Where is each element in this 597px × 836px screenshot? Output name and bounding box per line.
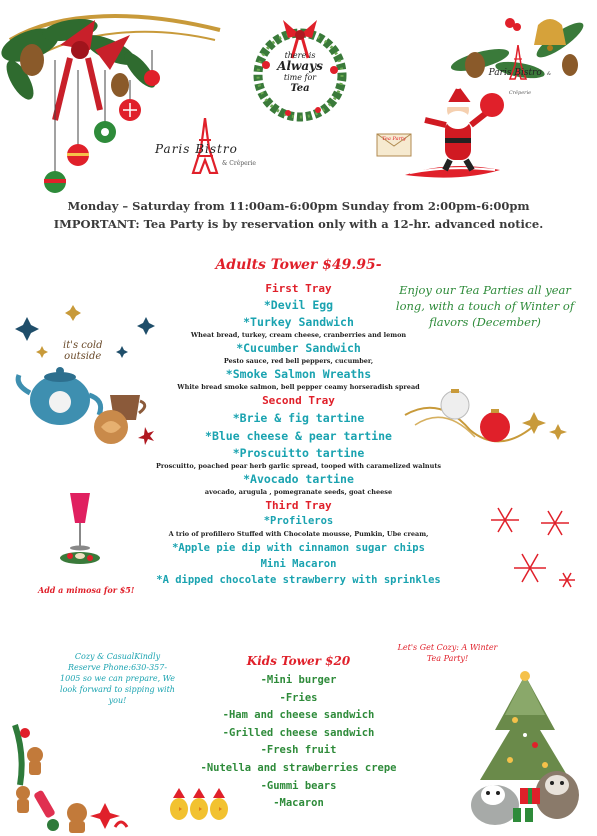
chicks-decoration [168, 785, 230, 823]
kids-item: -Ham and cheese sandwich [222, 709, 375, 722]
kids-item: -Fries [279, 691, 318, 704]
menu-item: *Proscuitto tartine [232, 446, 365, 460]
menu-item: *Devil Egg [263, 298, 334, 312]
second-tray-title: Second Tray [262, 394, 335, 407]
hours-line-1: Monday – Saturday from 11:00am-6:00pm Sunday from 2:00pm-6:00pm [67, 199, 530, 213]
santa-illustration [400, 80, 505, 185]
kids-item: -Macaron [273, 797, 324, 810]
menu-item: Mini Macaron [260, 558, 337, 570]
menu-item: *Cucumber Sandwich [236, 341, 361, 355]
first-tray-title: First Tray [265, 282, 332, 295]
envelope-icon [376, 130, 412, 158]
mimosa-note: Add a mimosa for $5! [38, 585, 135, 595]
menu-item-desc: White bread smoke salmon, bell pepper ceamy horseradish spread [177, 383, 420, 391]
gingerbread-decoration [5, 715, 135, 835]
adults-tower-title: Adults Tower $49.95- [215, 257, 382, 273]
wreath-line-2: Always [277, 59, 323, 73]
small-logo-sub: & Crêperie [508, 71, 552, 96]
kids-item: -Nutella and strawberries crepe [200, 761, 397, 774]
wreath-text [270, 50, 330, 94]
hours-block [0, 197, 597, 233]
snowflakes-decoration [485, 498, 580, 598]
menu-item: *A dipped chocolate strawberry with sprinkles [156, 574, 441, 586]
menu-item: *Brie & fig tartine [232, 411, 365, 425]
menu-item: *Turkey Sandwich [243, 315, 354, 329]
menu-item-desc: Proscuitto, poached pear herb garlic spread, tooped with caramelized walnuts [155, 462, 442, 470]
third-tray-title: Third Tray [265, 499, 332, 512]
menu-item: *Smoke Salmon Wreaths [225, 367, 372, 381]
menu-item: *Blue cheese & pear tartine [205, 429, 392, 443]
christmas-tree-illustration [465, 670, 585, 830]
ornaments-illustration [400, 375, 570, 455]
mimosa-illustration [55, 488, 105, 568]
menu-item: *Apple pie dip with cinnamon sugar chips [172, 542, 425, 554]
kids-tower-title: Kids Tower $20 [246, 654, 351, 668]
teapot-caption-line-2: outside [64, 351, 102, 362]
cozy-note: Let's Get Cozy: A Winter Tea Party! [397, 643, 498, 663]
hours-line-2: IMPORTANT: Tea Party is by reservation only with a 12-hr. advanced notice. [53, 217, 544, 231]
reserve-note: Cozy & CasualKindly Reserve Phone:630-357-1005 so we can prepare, We look forward to sipping with you! [60, 652, 175, 705]
logo-main-text: Paris Bistro [155, 142, 238, 156]
teapot-caption [63, 340, 103, 362]
teapot-caption-line-1: it's cold [63, 340, 103, 351]
menu-item-desc: Pesto sauce, red bell peppers, cucumber, [223, 357, 374, 365]
kids-item: -Gummi bears [260, 779, 337, 792]
kids-item: -Mini burger [260, 674, 337, 686]
logo-sub-text: & Crêperie [222, 160, 256, 167]
wreath-line-1: there is [284, 51, 316, 60]
envelope-text: Tea Party [382, 136, 406, 142]
enjoy-note: Enjoy our Tea Parties all year long, with a touch of Winter of flavors (December) [395, 283, 575, 329]
menu-item-desc: Wheat bread, turkey, cream cheese, cranberries and lemon [190, 331, 407, 339]
menu-item: *Avocado tartine [243, 472, 354, 486]
wreath-line-4: Tea [290, 83, 310, 94]
menu-item-desc: A trio of profillero Stuffed with Chocolate mousse, Pumkin, Ube cream, [168, 530, 429, 538]
kids-item: -Fresh fruit [260, 744, 337, 757]
teapot-illustration [15, 305, 165, 445]
menu-item-desc: avocado, arugula , pomegranate seeds, goat cheese [204, 488, 393, 496]
wreath-line-3: time for [283, 73, 317, 82]
kids-item: -Grilled cheese sandwich [222, 726, 375, 739]
small-logo-main: Paris Bistro [488, 68, 542, 78]
menu-item: *Profileros [263, 515, 334, 527]
